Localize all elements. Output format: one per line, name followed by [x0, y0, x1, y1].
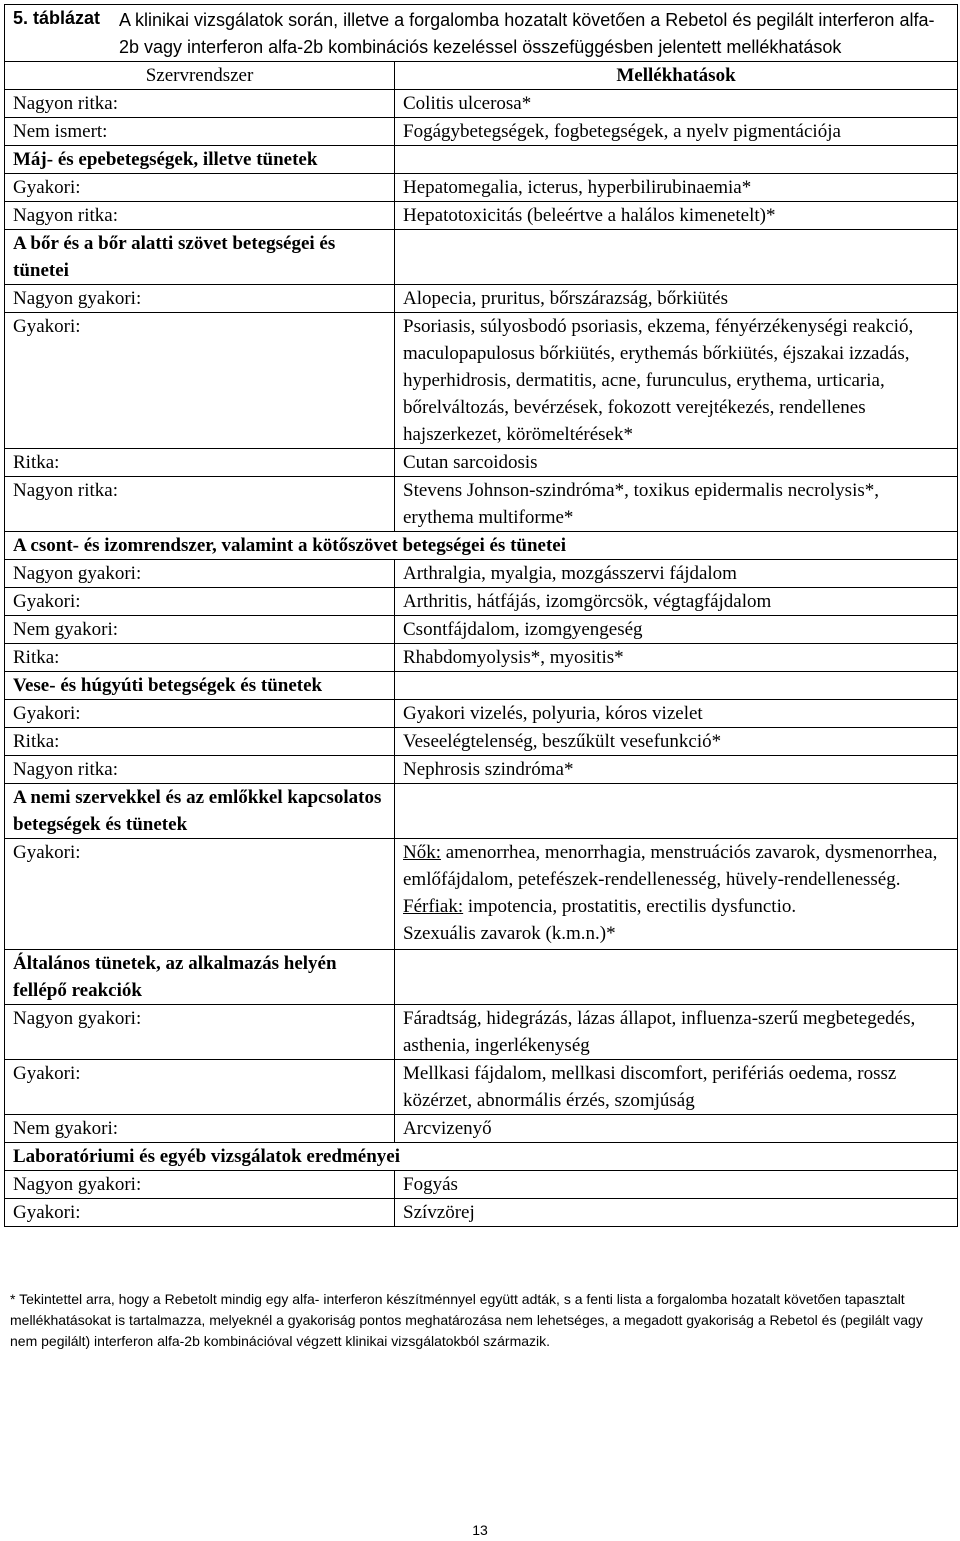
effect-cell: Rhabdomyolysis*, myositis* [395, 644, 958, 672]
effect-cell: Veseelégtelenség, beszűkült vesefunkció* [395, 728, 958, 756]
empty-cell [395, 950, 958, 1005]
frequency-cell: Gyakori: [5, 839, 395, 950]
frequency-cell: Ritka: [5, 728, 395, 756]
page-number: 13 [472, 1522, 488, 1538]
organ-class-title: Általános tünetek, az alkalmazás helyén fellépő reakciók [5, 950, 395, 1005]
effect-cell: Szívzörej [395, 1199, 958, 1227]
organ-class-title: Vese- és húgyúti betegségek és tünetek [5, 672, 395, 700]
table-row [5, 839, 958, 950]
effect-cell: Fáradtság, hidegrázás, lázas állapot, influenza-szerű megbetegedés, asthenia, ingerlékenység [395, 1005, 958, 1060]
frequency-cell: Nagyon ritka: [5, 90, 395, 118]
table-row [5, 756, 958, 784]
table-caption [5, 5, 958, 62]
table-row [5, 1005, 958, 1060]
effect-cell: Nephrosis szindróma* [395, 756, 958, 784]
empty-cell [395, 146, 958, 174]
table-row [5, 616, 958, 644]
footnote: * Tekintettel arra, hogy a Rebetolt mindig egy alfa- interferon készítménnyel együtt adták, s a fenti lista a forgalomba hozatalt követően tapasztalt mellékhatásokat is tartalmazza, melyeknél a gyakoriság pontos meghatározása nem lehetséges, a megadott gyakoriság a Rebetol és (pegilált vagy nem pegilált) interferon alfa-2b kombinációval végzett klinikai vizsgálatokból származik. [10, 1291, 923, 1349]
frequency-cell: Nagyon ritka: [5, 756, 395, 784]
sexual-disorders: Szexuális zavarok (k.m.n.)* [403, 923, 616, 944]
frequency-cell: Nagyon gyakori: [5, 560, 395, 588]
table-row [5, 1115, 958, 1143]
effect-cell: Alopecia, pruritus, bőrszárazság, bőrkiütés [395, 285, 958, 313]
table-row [5, 1199, 958, 1227]
table-row [5, 1060, 958, 1115]
organ-class-title: A bőr és a bőr alatti szövet betegségei és tünetei [5, 230, 395, 285]
table-row [5, 1171, 958, 1199]
table-caption-row [5, 5, 958, 62]
table-row [5, 202, 958, 230]
effect-cell: Arthralgia, myalgia, mozgásszervi fájdalom [395, 560, 958, 588]
table-row [5, 285, 958, 313]
effect-cell: Csontfájdalom, izomgyengeség [395, 616, 958, 644]
effect-cell: Mellkasi fájdalom, mellkasi discomfort, perifériás oedema, rossz közérzet, abnormális érzés, szomjúság [395, 1060, 958, 1115]
effect-cell: Fogágybetegségek, fogbetegségek, a nyelv pigmentációja [395, 118, 958, 146]
organ-class-title: Laboratóriumi és egyéb vizsgálatok eredményei [5, 1143, 958, 1171]
organ-class-row [5, 672, 958, 700]
effect-cell: Fogyás [395, 1171, 958, 1199]
frequency-cell: Gyakori: [5, 1199, 395, 1227]
frequency-cell: Gyakori: [5, 588, 395, 616]
organ-class-title: A nemi szervekkel és az emlőkkel kapcsolatos betegségek és tünetek [5, 784, 395, 839]
organ-class-row [5, 784, 958, 839]
frequency-cell: Nagyon gyakori: [5, 1005, 395, 1060]
men-effects: impotencia, prostatitis, erectilis dysfunctio. [463, 896, 797, 917]
table-row [5, 449, 958, 477]
organ-class-row [5, 950, 958, 1005]
table-row [5, 588, 958, 616]
effects-header: Mellékhatások [395, 62, 958, 90]
frequency-cell: Gyakori: [5, 700, 395, 728]
effect-cell: Gyakori vizelés, polyuria, kóros vizelet [395, 700, 958, 728]
organ-class-row [5, 146, 958, 174]
table-header-row [5, 62, 958, 90]
effect-cell: Cutan sarcoidosis [395, 449, 958, 477]
table-row [5, 313, 958, 449]
table-row [5, 118, 958, 146]
frequency-cell: Ritka: [5, 644, 395, 672]
effect-cell: Hepatotoxicitás (beleértve a halálos kimenetelt)* [395, 202, 958, 230]
adverse-reactions-table [4, 4, 958, 1227]
frequency-cell: Nem gyakori: [5, 616, 395, 644]
table-row [5, 700, 958, 728]
table-row [5, 644, 958, 672]
organ-header: Szervrendszer [5, 62, 395, 90]
table-row [5, 560, 958, 588]
women-effects: amenorrhea, menorrhagia, menstruációs zavarok, dysmenorrhea, emlőfájdalom, petefészek-rendellenesség, hüvely-rendellenesség. [403, 842, 938, 890]
table-title: A klinikai vizsgálatok során, illetve a forgalomba hozatalt követően a Rebetol és pegilált interferon alfa-2b vagy interferon alfa-2b kombinációs kezeléssel összefüggésben jelentett mellékhatások [119, 10, 935, 57]
effect-cell: Stevens Johnson-szindróma*, toxikus epidermalis necrolysis*, erythema multiforme* [395, 477, 958, 532]
men-label: Férfiak: [403, 896, 464, 917]
effect-cell: Hepatomegalia, icterus, hyperbilirubinaemia* [395, 174, 958, 202]
table-row [5, 728, 958, 756]
frequency-cell: Ritka: [5, 449, 395, 477]
effect-cell: Colitis ulcerosa* [395, 90, 958, 118]
frequency-cell: Nagyon ritka: [5, 202, 395, 230]
frequency-cell: Nagyon ritka: [5, 477, 395, 532]
table-number: 5. táblázat [13, 8, 101, 28]
empty-cell [395, 672, 958, 700]
empty-cell [395, 784, 958, 839]
organ-class-title: Máj- és epebetegségek, illetve tünetek [5, 146, 395, 174]
effect-cell [395, 839, 958, 950]
frequency-cell: Nagyon gyakori: [5, 285, 395, 313]
organ-class-row [5, 532, 958, 560]
effect-cell: Psoriasis, súlyosbodó psoriasis, ekzema, fényérzékenységi reakció, maculopapulosus bőrkiütés, erythemás bőrkiütés, éjszakai izzadás, hyperhidrosis, dermatitis, acne, furunculus, erythema, urticaria, bőrelváltozás, bevérzések, fokozott verejtékezés, rendellenes hajszerkezet, körömeltérések* [395, 313, 958, 449]
effect-cell: Arthritis, hátfájás, izomgörcsök, végtagfájdalom [395, 588, 958, 616]
frequency-cell: Nagyon gyakori: [5, 1171, 395, 1199]
organ-class-row [5, 230, 958, 285]
table-row [5, 90, 958, 118]
table-row [5, 477, 958, 532]
table-row [5, 174, 958, 202]
frequency-cell: Gyakori: [5, 174, 395, 202]
frequency-cell: Nem ismert: [5, 118, 395, 146]
effect-cell: Arcvizenyő [395, 1115, 958, 1143]
organ-class-title: A csont- és izomrendszer, valamint a kötőszövet betegségei és tünetei [5, 532, 958, 560]
frequency-cell: Nem gyakori: [5, 1115, 395, 1143]
frequency-cell: Gyakori: [5, 313, 395, 449]
empty-cell [395, 230, 958, 285]
women-label: Nők: [403, 842, 441, 863]
organ-class-row [5, 1143, 958, 1171]
frequency-cell: Gyakori: [5, 1060, 395, 1115]
